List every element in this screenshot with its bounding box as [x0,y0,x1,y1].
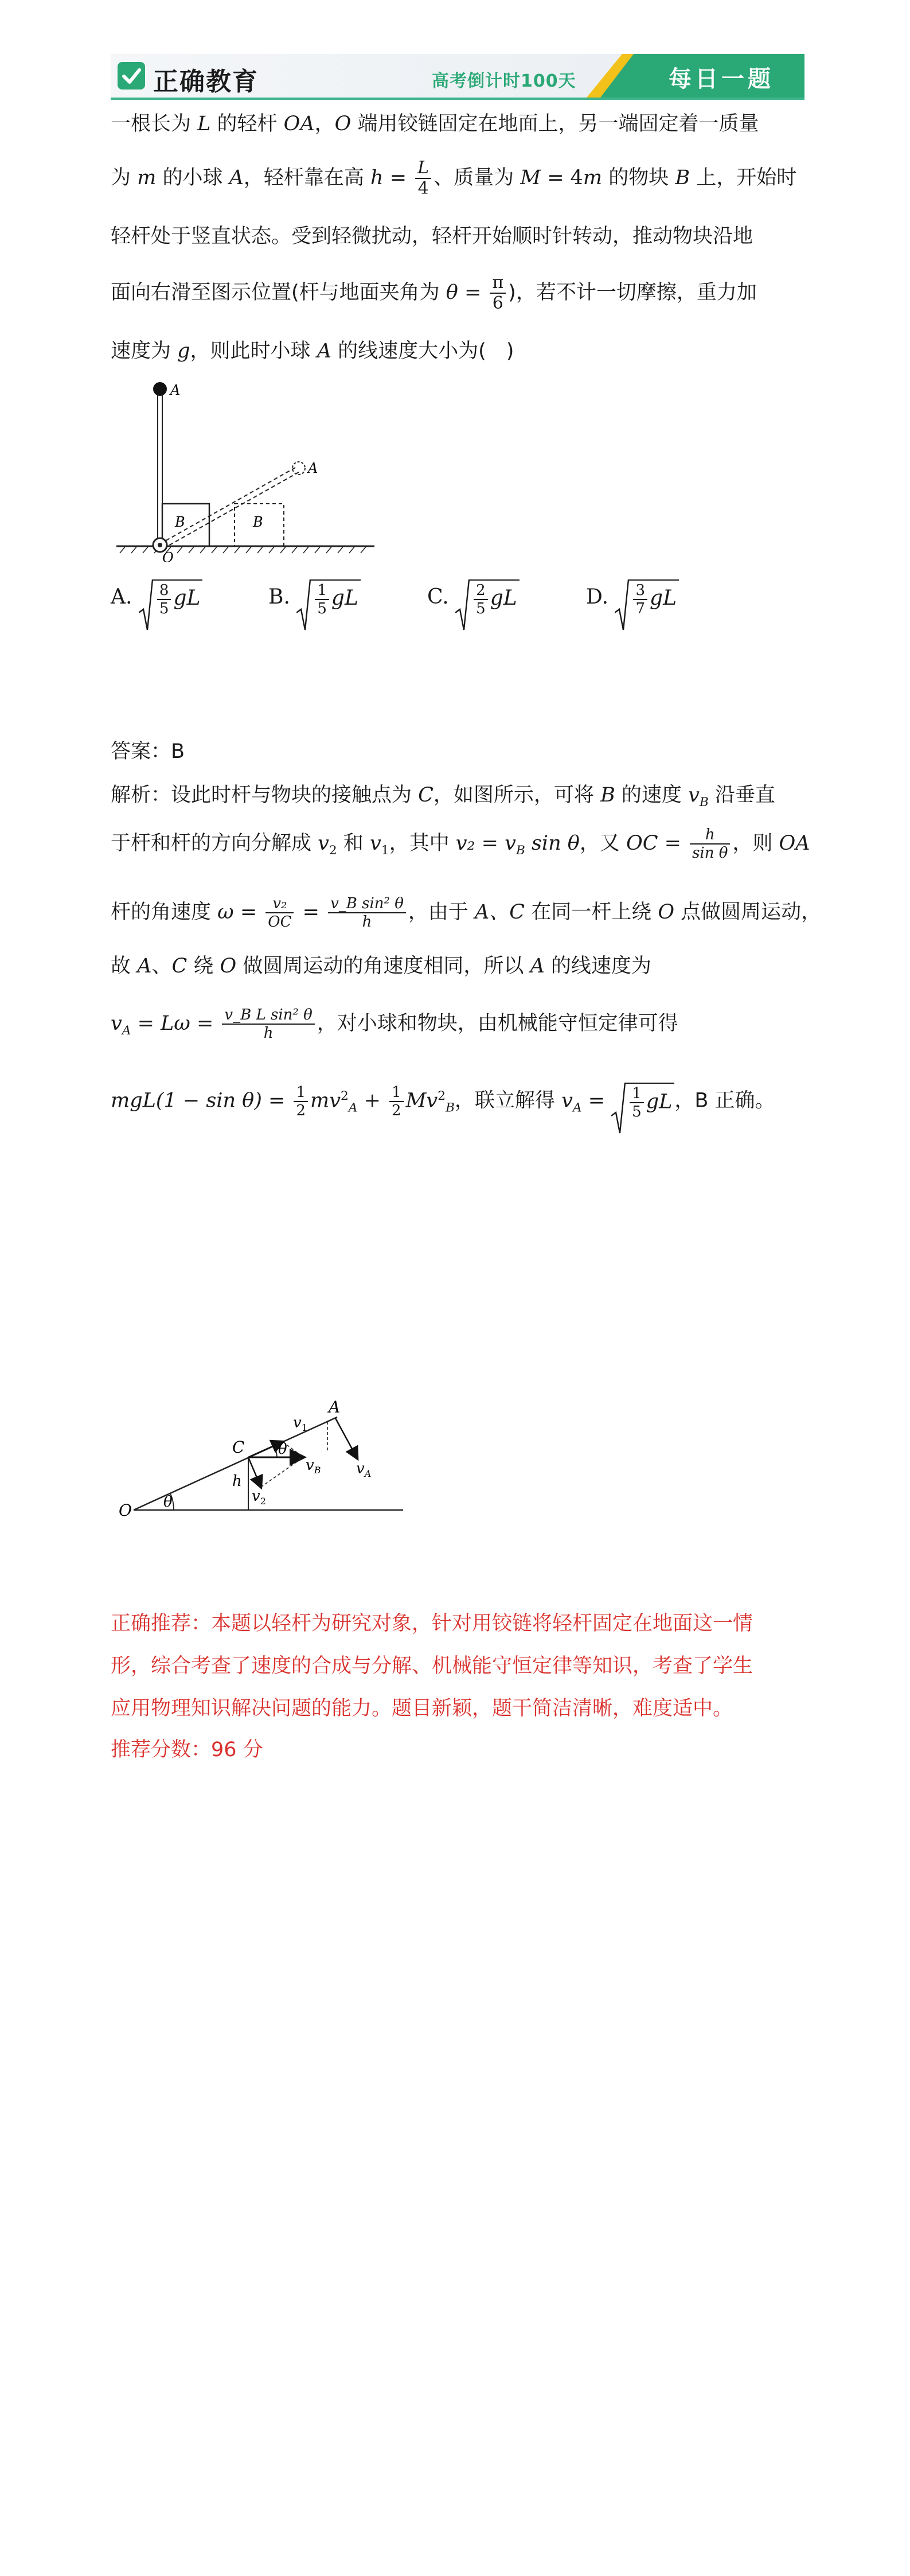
label-vA [356,1460,371,1479]
v2-symbol: v [252,1488,260,1505]
fraction-pi-over-6 [490,273,506,313]
text: 为 [111,166,138,189]
var-A: A [229,166,244,189]
ball-A [153,382,167,396]
subscript: 1 [381,843,389,858]
text: ， [314,112,335,135]
text: ，由于 [408,901,475,924]
checkmark-icon [118,62,145,90]
superscript: 2 [438,1089,446,1103]
var-h: h [370,166,384,189]
v1-subscript: 1 [301,1422,307,1433]
text: 杆的角速度 [111,901,218,924]
denominator: 5 [315,599,329,617]
text: 速度为 [111,340,178,363]
numerator: h [705,826,715,843]
denominator: 5 [474,599,488,617]
label-C: C [232,1438,245,1457]
equals: = [581,1089,612,1112]
subscript: B [515,843,525,858]
arrow-v1 [248,1442,283,1457]
vB-symbol: v [306,1457,314,1474]
option-tail: gL [490,586,517,610]
var-O: O [220,955,237,978]
question-line-2 [111,155,804,201]
text: 端用铰链固定在地面上，另一端固定着一质量 [351,112,759,135]
denominator: 7 [633,599,647,617]
superscript: 2 [340,1089,349,1103]
numerator: 1 [392,1083,401,1101]
equals: = [233,901,264,924]
text: 沿垂直 [708,784,775,807]
label-A-top: A [170,382,181,398]
denominator: 2 [294,1101,308,1119]
text: 的线速度大小为( ) [331,340,514,363]
option-letter: D. [586,585,609,609]
text: 和 [337,832,370,855]
numerator: π [492,273,504,293]
text: 故 [111,955,138,978]
radical-sign-icon [455,579,470,631]
label-v2 [252,1488,266,1507]
numerator: L [417,158,429,178]
fraction-vB-L-sin2-over-h [222,1006,314,1042]
var-O: O [334,112,351,135]
denominator: h [222,1024,314,1042]
daily-tag-label: 每日一题 [669,66,774,92]
equals: = [458,281,488,304]
option-tail: gL [331,586,358,610]
denominator: sin θ [690,843,730,862]
recommend-score: 推荐分数：96 分 [111,1738,263,1761]
text: ，又 [579,832,626,855]
label-h: h [232,1473,242,1490]
sqrt-expression [296,579,361,617]
var-A: A [530,955,545,978]
recommend-line-3: 应用物理知识解决问题的能力。题目新颖，题干简洁清晰，难度适中。 [111,1697,733,1720]
text: ，联立解得 [454,1089,562,1112]
radical-sign-icon [611,1083,626,1134]
subscript: A [572,1100,582,1115]
label-theta-C: θ [278,1441,287,1458]
equals: = [658,832,688,855]
fraction-vB-sin2-over-h [328,895,406,931]
sqrt-expression [611,1083,674,1120]
label-B-initial: B [175,514,185,530]
var-g: g [177,340,190,363]
tilted-rod-upper [160,468,295,544]
numerator: 1 [296,1083,306,1101]
recommend-line-2: 形，综合考查了速度的合成与分解、机械能守恒定律等知识，考查了学生 [111,1655,753,1678]
option-b[interactable] [268,579,361,617]
option-letter: B. [268,585,290,609]
equals: = [383,166,413,189]
question-line-1 [111,112,804,135]
fraction-h-over-sin [690,826,730,862]
label-A-moved: A [308,460,318,476]
text: ，轻杆靠在高 [243,166,371,189]
subscript: B [699,795,709,810]
equation: v₂ = v [455,832,516,855]
var-B: B [600,784,615,807]
fraction-L-over-4 [415,158,431,199]
analysis-line-2 [111,820,810,866]
text: 的轻杆 [210,112,284,135]
countdown-text: 高考倒计时100天 [432,71,576,91]
text: 、 [151,955,172,978]
subscript: A [122,1024,131,1038]
var-v: v [370,832,381,855]
analysis-line-5 [111,999,804,1048]
option-c[interactable] [427,579,520,617]
denominator: 6 [490,293,506,313]
denominator: 2 [389,1101,404,1119]
label-theta-O: θ [163,1493,173,1511]
text: 的物块 [602,166,675,189]
equation: = Lω = [131,1012,220,1035]
var-O: O [658,901,675,924]
text: ，对小球和物块，由机械能守恒定律可得 [317,1012,678,1035]
var-OA: OA [779,832,810,855]
figure-velocity-decomposition [111,1388,409,1532]
radical-sign-icon [296,579,311,631]
v2-subscript: 2 [260,1496,266,1507]
figure-rod-and-block [111,379,380,562]
option-d[interactable] [586,579,679,617]
subscript: 2 [329,843,337,858]
option-tail: gL [173,586,201,610]
equals: = [296,901,326,924]
label-v1 [293,1414,307,1433]
numerator: 1 [317,582,327,599]
var-A: A [137,955,152,978]
text: )，若不计一切摩擦，重力加 [508,281,757,304]
var-omega: ω [217,901,234,924]
denominator: h [328,912,406,931]
sqrt-tail: gL [646,1090,673,1114]
text: 一根长为 [111,112,198,135]
text: 的速度 [615,784,689,807]
fraction-one-half [294,1084,308,1119]
subscript: A [348,1100,358,1115]
sqrt-expression [615,579,679,617]
denominator: 5 [157,599,171,617]
var-theta: θ [446,281,458,304]
answer-value: B [171,740,185,763]
text: ，如图所示，可将 [433,784,601,807]
header-underline [111,98,804,100]
var-C: C [171,955,188,978]
text: ，则 [732,832,779,855]
analysis-line-4 [111,955,804,978]
var-C: C [418,784,433,807]
numerator: v₂ [272,895,287,912]
text: 做圆周运动的角速度相同，所以 [236,955,530,978]
text: 的小球 [156,166,229,189]
plus: + [357,1089,388,1112]
var-OA: OA [283,112,315,135]
energy-equation-lhs: mgL(1 − sin θ) = [111,1089,292,1112]
label-B-moved: B [253,514,263,530]
text: 、质量为 [433,166,521,189]
subscript: B [446,1100,455,1115]
analysis-line-1 [111,784,804,814]
text: 绕 [187,955,220,978]
denominator: 5 [630,1102,644,1120]
equals: = 4 [541,166,583,189]
numerator: 1 [632,1084,642,1102]
vA-symbol: v [356,1460,365,1477]
var-v: v [318,832,329,855]
label-A: A [329,1398,341,1417]
vB-subscript: B [314,1465,321,1476]
brand-name: 正确教育 [153,67,259,96]
text: 解析：设此时杆与物块的接触点为 [111,784,419,807]
text: 点做圆周运动， [674,901,822,924]
var-v: v [688,784,700,807]
label-O: O [162,550,174,562]
label-vB [306,1457,321,1476]
numerator: 2 [476,582,486,599]
numerator: v_B L sin² θ [224,1006,313,1024]
radical-sign-icon [615,579,630,631]
var-v: v [111,1012,122,1035]
arrow-vA [335,1418,357,1458]
denominator: 4 [415,178,431,199]
denominator: OC [265,912,294,931]
text: ，B 正确。 [674,1089,775,1112]
construction-line [261,1457,303,1487]
numerator: v_B sin² θ [330,895,404,912]
radical-sign-icon [139,579,154,631]
option-letter: A. [111,585,132,609]
text: 上，开始时 [690,166,797,189]
recommend-line-1: 正确推荐：本题以轻杆为研究对象，针对用铰链将轻杆固定在地面这一情 [111,1612,753,1635]
var-m: m [137,166,157,189]
question-line-5 [111,340,804,363]
option-letter: C. [427,585,449,609]
var-v: v [561,1089,573,1112]
analysis-line-3 [111,888,822,936]
var-OC: OC [626,832,658,855]
var-L: L [197,112,211,135]
header-banner [111,54,804,100]
option-tail: gL [650,586,677,610]
numerator: 3 [635,582,646,599]
var-M: M [520,166,541,189]
text: ，则此时小球 [190,340,317,363]
angle-arc-C [274,1446,277,1457]
tilted-rod-lower [163,472,299,548]
answer-line [111,740,804,763]
question-line-4 [111,270,804,316]
option-a[interactable] [111,579,202,617]
answer-label: 答案： [111,740,171,763]
sqrt-expression [139,579,203,617]
arrow-v2 [248,1457,261,1487]
block-B-initial [162,504,209,546]
term-MvB: Mv [405,1089,438,1112]
term-mvA: mv [310,1089,341,1112]
var-B: B [675,166,690,189]
analysis-line-6 [111,1071,804,1122]
vA-subscript: A [364,1468,372,1479]
text: 在同一杆上绕 [525,901,658,924]
var-m: m [583,166,603,189]
sqrt-expression [455,579,520,617]
fraction-v2-over-OC [265,895,294,931]
var-A: A [317,340,331,363]
text: ，其中 [389,832,456,855]
v1-symbol: v [293,1414,302,1431]
question-line-3: 轻杆处于竖直状态。受到轻微扰动，轻杆开始顺时针转动，推动物块沿地 [111,225,753,248]
fraction-one-half [389,1084,404,1119]
numerator: 8 [159,582,169,599]
equation-tail: sin θ [525,832,580,855]
label-O: O [119,1501,132,1520]
var-AC: A、C [475,901,525,924]
text: 于杆和杆的方向分解成 [111,832,318,855]
text: 的线速度为 [544,955,651,978]
text: 面向右滑至图示位置(杆与地面夹角为 [111,281,446,304]
